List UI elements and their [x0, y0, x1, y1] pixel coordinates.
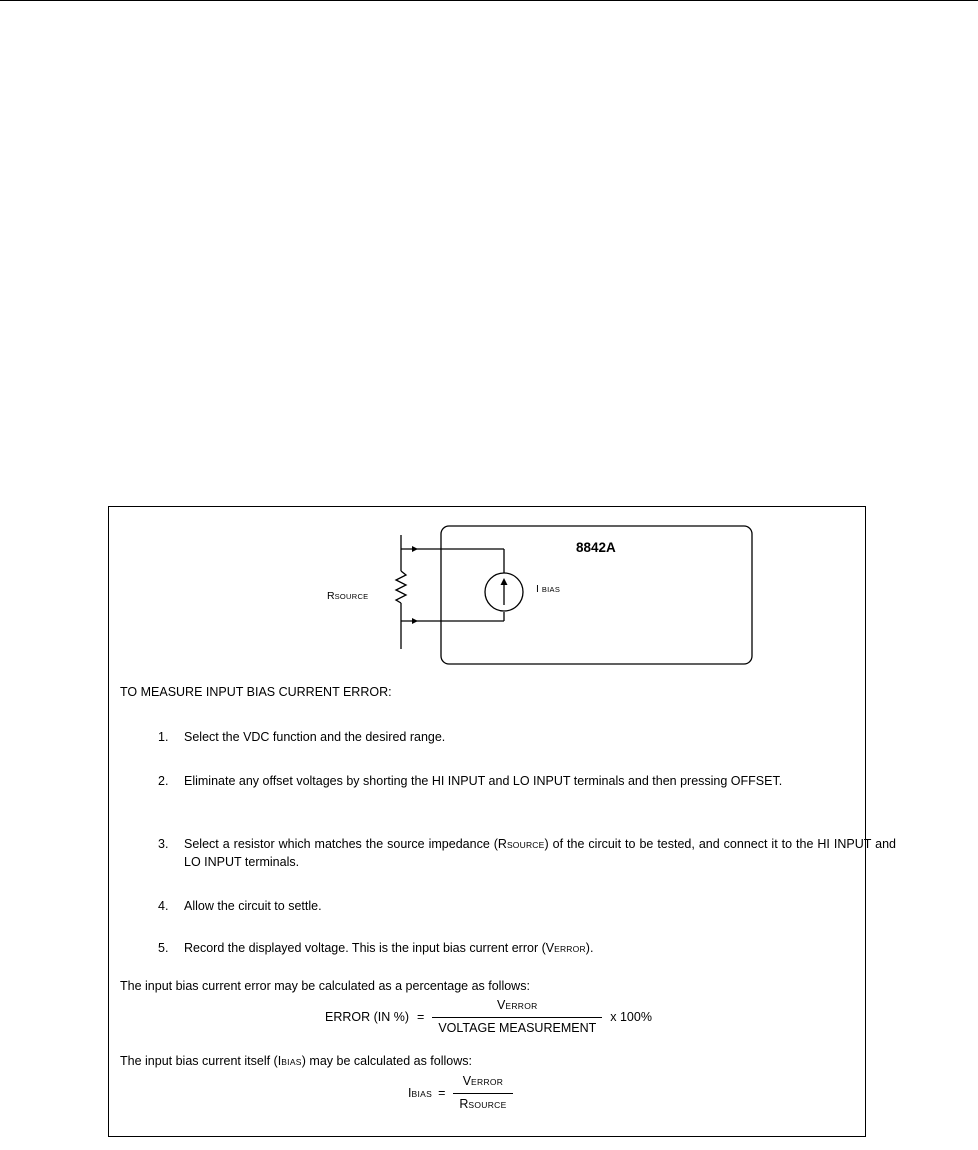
lhs-main: I [408, 1085, 412, 1100]
wire-top-arrow [412, 546, 418, 552]
paragraph-bias [120, 1053, 472, 1071]
formula-denominator: VOLTAGE MEASUREMENT [432, 1017, 602, 1037]
paragraph-bias-pre: The input bias current itself (I [120, 1054, 282, 1068]
paragraph-percent: The input bias current error may be calculated as a percentage as follows: [120, 979, 530, 993]
page-top-rule [0, 0, 978, 1]
ibias-label [536, 584, 560, 595]
step-text: Eliminate any offset voltages by shorting the HI INPUT and LO INPUT terminals and then pressing OFFSET. [184, 774, 783, 788]
step-text: Allow the circuit to settle. [184, 899, 322, 913]
step-number: 5. [158, 941, 169, 955]
numerator-main: V [462, 1074, 472, 1088]
formula-error-percent [325, 997, 652, 1037]
wire-bottom-arrow [412, 618, 418, 624]
formula-fraction [453, 1073, 512, 1114]
formula-lhs: ERROR (IN %) [325, 1009, 410, 1024]
procedure-heading: TO MEASURE INPUT BIAS CURRENT ERROR: [120, 685, 392, 699]
step-text-pre: Select a resistor which matches the source impedance (R [184, 837, 507, 851]
formula-equals: = [438, 1086, 446, 1100]
ibias-label-main: I [536, 583, 539, 595]
formula-equals: = [417, 1009, 425, 1024]
ibias-label-sub: BIAS [541, 585, 561, 594]
paragraph-bias-sub: BIAS [281, 1057, 302, 1067]
formula-numerator [457, 1073, 510, 1093]
rsource-label-main: R [327, 590, 335, 602]
step-text-post: ). [585, 941, 594, 955]
resistor-zigzag [396, 571, 406, 603]
formula-lhs [408, 1085, 432, 1103]
formula-tail: x 100% [610, 1009, 652, 1024]
step-text-pre: Record the displayed voltage. This is the input bias current error (V [184, 941, 555, 955]
step-number: 4. [158, 899, 169, 913]
step-text [184, 940, 864, 958]
circuit-diagram [319, 521, 764, 673]
formula-ibias [408, 1073, 521, 1114]
step-text: Select the VDC function and the desired range. [184, 730, 446, 744]
formula-denominator [453, 1093, 512, 1114]
formula-numerator [491, 997, 544, 1017]
step-text-rsource: SOURCE [506, 840, 545, 850]
step-text-verror: ERROR [554, 944, 586, 954]
rsource-label-sub: SOURCE [334, 592, 369, 601]
rsource-label [327, 591, 368, 602]
instrument-model-label: 8842A [576, 540, 616, 555]
figure-box [108, 506, 896, 1137]
lhs-sub: BIAS [411, 1088, 433, 1099]
formula-fraction [432, 997, 602, 1037]
paragraph-bias-post: ) may be calculated as follows: [301, 1054, 472, 1068]
step-number: 2. [158, 774, 169, 788]
step-text [184, 836, 896, 871]
denominator-sub: SOURCE [468, 1100, 507, 1110]
denominator-main: R [459, 1097, 469, 1111]
step-number: 3. [158, 837, 169, 851]
numerator-sub: ERROR [471, 1077, 504, 1087]
numerator-main: V [497, 998, 506, 1012]
step-text-post: ) of the circuit to be tested, and connect it to the HI INPUT and LO INPUT terminals. [184, 837, 896, 869]
numerator-sub: ERROR [505, 1001, 538, 1011]
current-source-arrowhead [501, 578, 508, 585]
circuit-schematic [319, 521, 764, 673]
step-number: 1. [158, 730, 169, 744]
